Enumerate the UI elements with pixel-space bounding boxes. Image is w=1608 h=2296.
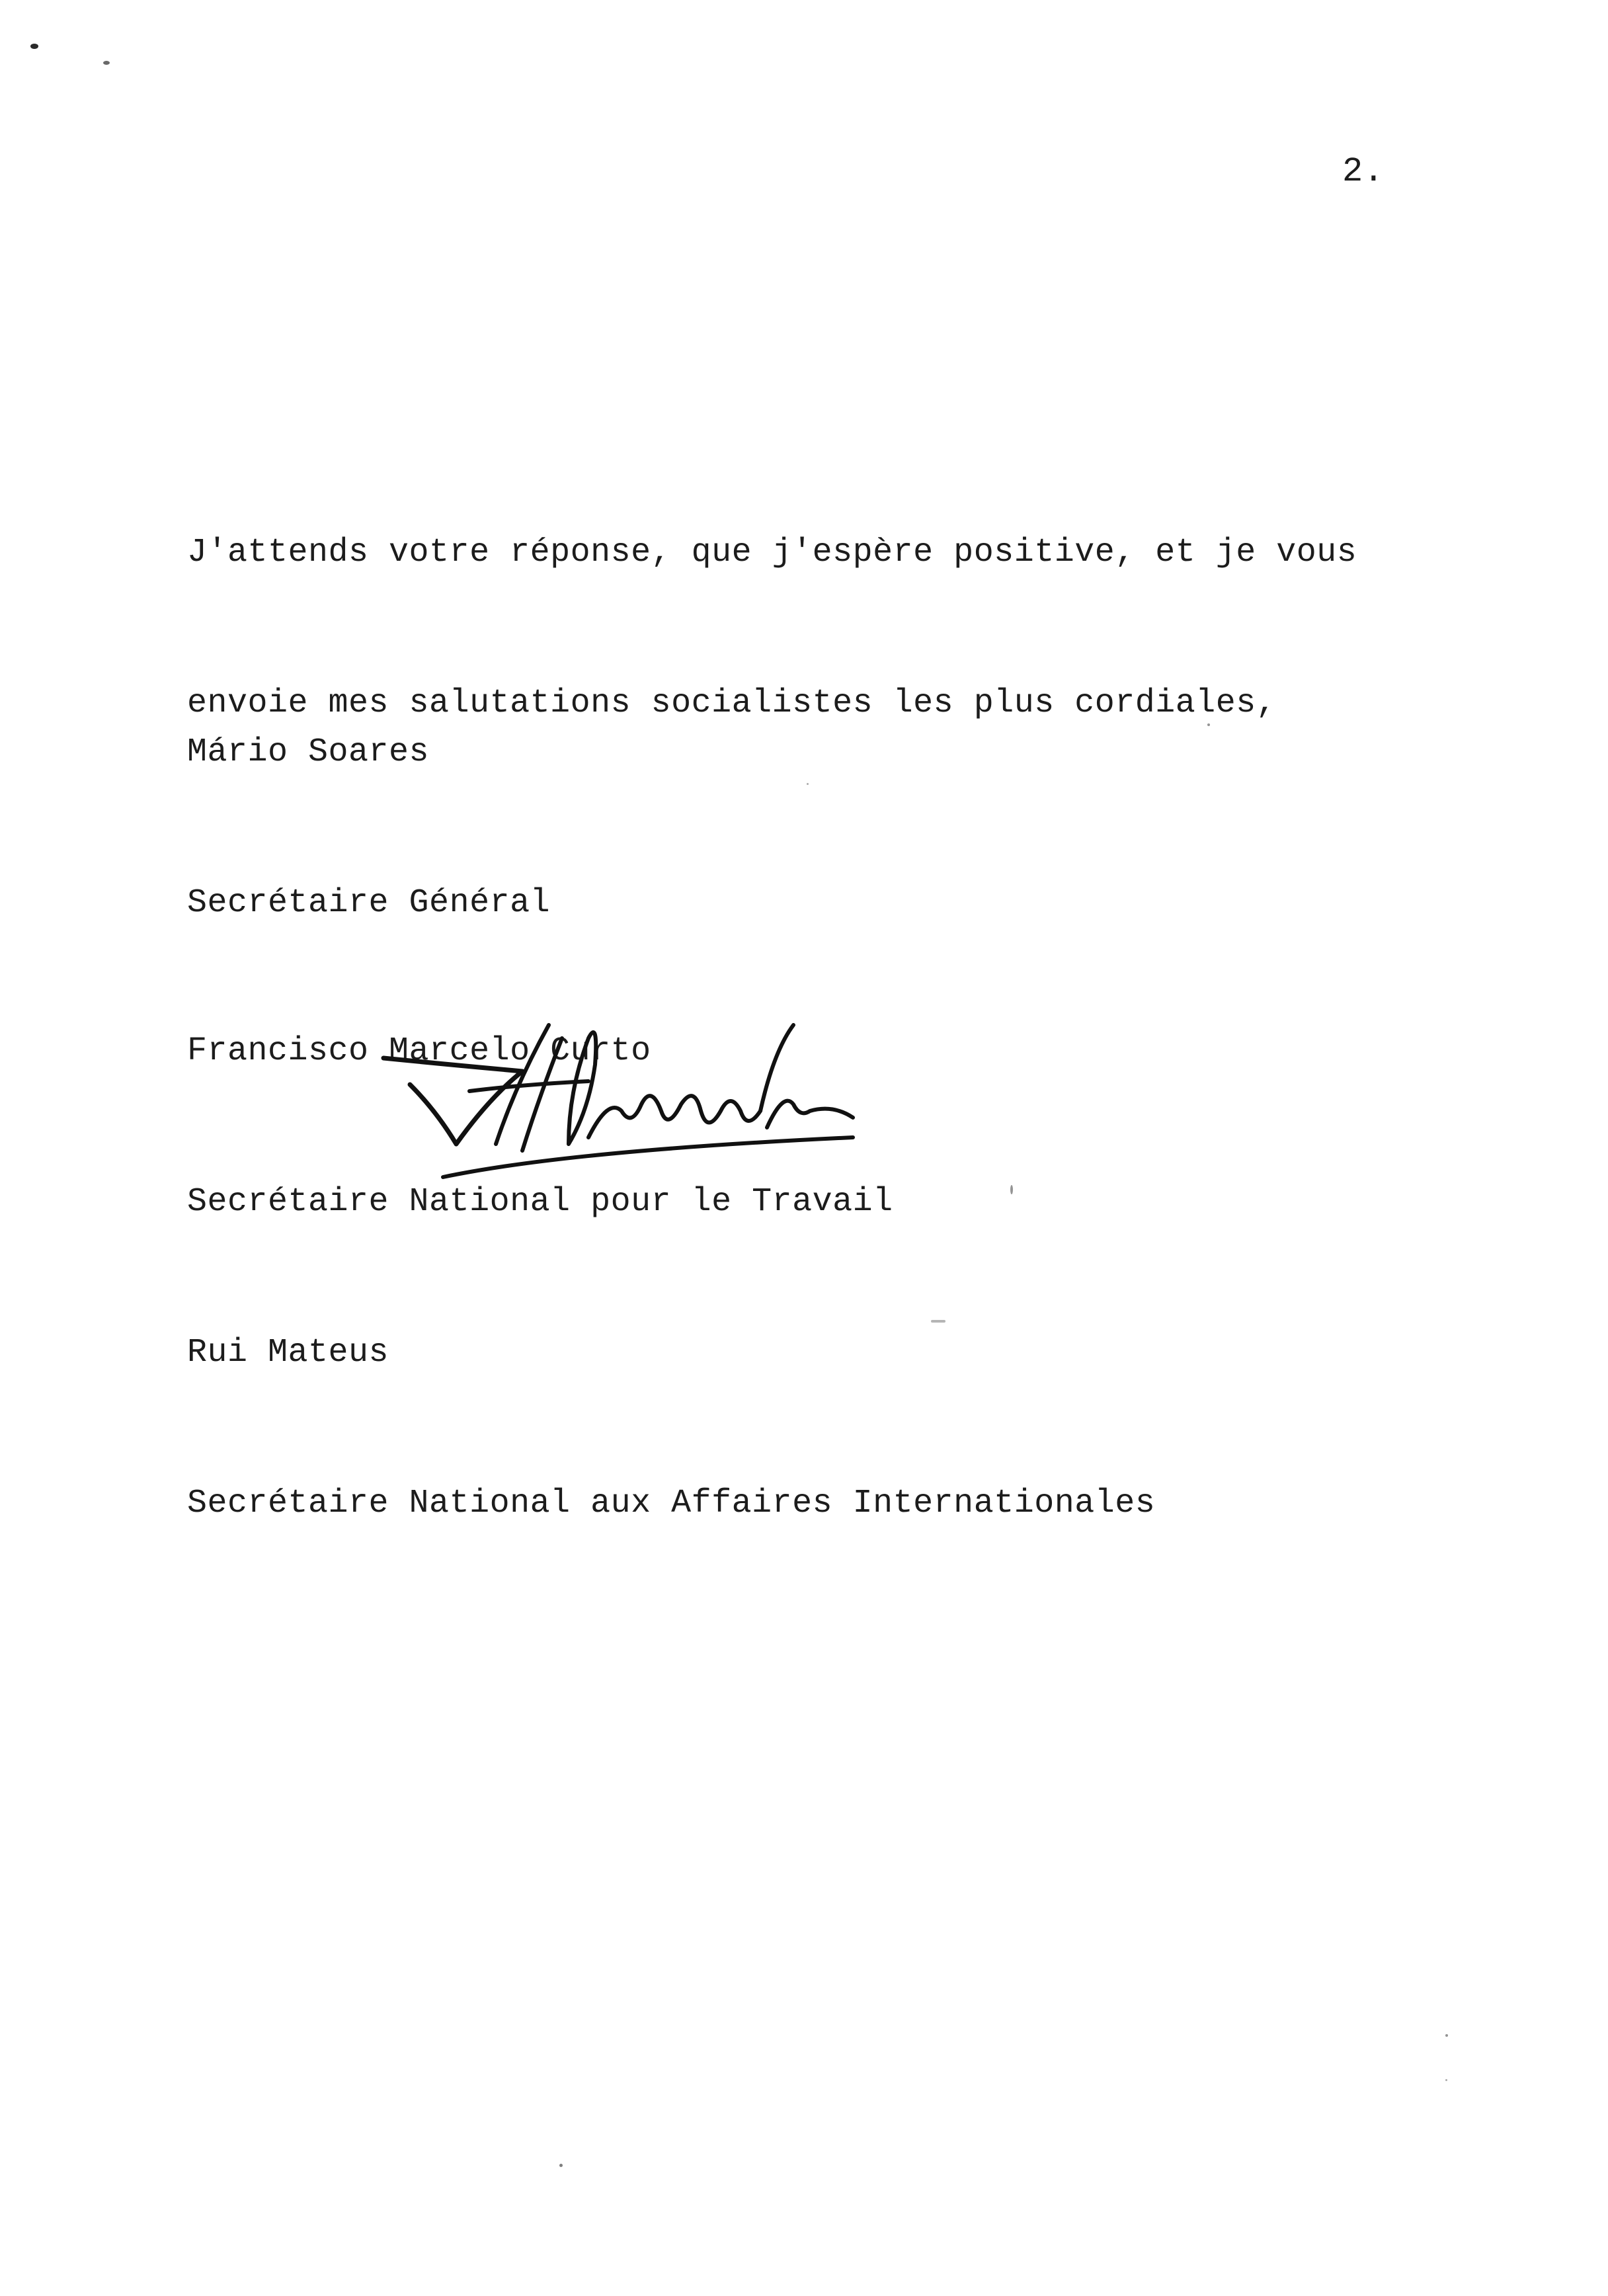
signatory-title: Secrétaire National aux Affaires Internationales [187,1485,1156,1522]
scan-speck [1010,1185,1013,1194]
scan-speck [559,2164,563,2167]
closing-line: envoie mes salutations socialistes les plus cordiales, [187,684,1277,722]
scan-speck [30,44,38,49]
handwritten-signature [370,1012,873,1197]
signatory-block-mateus [187,1227,1155,1629]
page-number: 2. [1342,152,1385,191]
signatory-name: Rui Mateus [187,1334,389,1372]
scan-speck [103,61,110,65]
signatory-title: Secrétaire National pour le Travail [187,1183,893,1221]
scan-speck [1445,2079,1447,2081]
signatory-name: Francisco Marcelo Curto [187,1032,651,1070]
scan-speck [1445,2034,1448,2037]
closing-line: J'attends votre réponse, que j'espère positive, et je vous [187,534,1357,571]
signatory-title: Secrétaire Général [187,884,551,922]
signatory-name: Mário Soares [187,733,430,771]
